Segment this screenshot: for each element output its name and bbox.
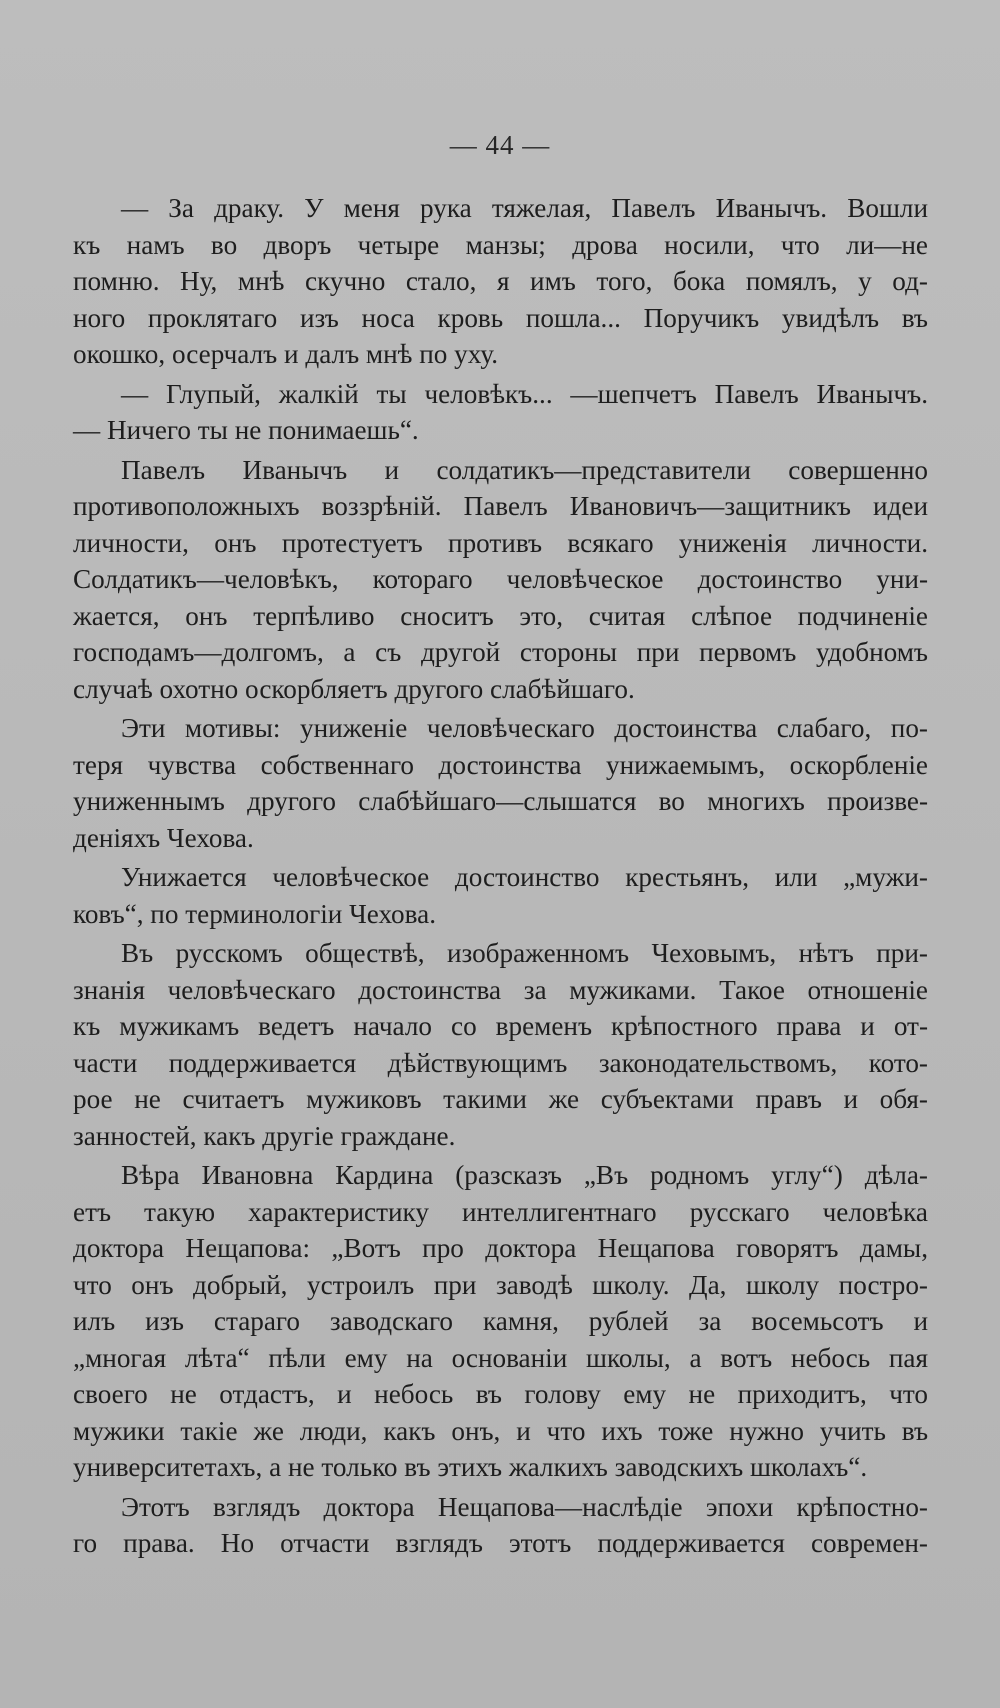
text-line: Эти мотивы: униженіе человѣческаго достоинства слабаго, по- bbox=[121, 713, 928, 743]
paragraph bbox=[73, 1489, 928, 1562]
text-line: своего не отдастъ, и небось въ голову ему не приходитъ, что bbox=[73, 1379, 928, 1409]
text-line: теря чувства собственнаго достоинства унижаемымъ, оскорбленіе bbox=[73, 749, 928, 780]
paragraph bbox=[73, 1157, 928, 1486]
text-line: части поддерживается дѣйствующимъ законодательствомъ, кото- bbox=[73, 1047, 928, 1078]
text-line: Въ русскомъ обществѣ, изображенномъ Чеховымъ, нѣтъ при- bbox=[121, 938, 928, 968]
text-line: помню. Ну, мнѣ скучно стало, я имъ того, бока помялъ, у од- bbox=[73, 266, 928, 296]
text-line: ковъ“, по терминологіи Чехова. bbox=[73, 898, 436, 929]
text-line: господамъ—долгомъ, а съ другой стороны при первомъ удобномъ bbox=[73, 637, 928, 667]
text-line: униженнымъ другого слабѣйшаго—слышатся во многихъ произве- bbox=[73, 786, 928, 816]
paragraph bbox=[73, 452, 928, 708]
text-line: Солдатикъ—человѣкъ, котораго человѣческое достоинство уни- bbox=[73, 564, 928, 594]
paragraph bbox=[73, 190, 928, 373]
paragraph bbox=[73, 935, 928, 1154]
text-line: случаѣ охотно оскорбляетъ другого слабѣйшаго. bbox=[73, 673, 635, 704]
text-line: личности, онъ протестуетъ противъ всякаго униженія личности. bbox=[73, 527, 928, 558]
text-line: къ мужикамъ ведетъ начало со временъ крѣпостного права и от- bbox=[73, 1011, 928, 1041]
text-line: знанія человѣческаго достоинства за мужиками. Такое отношеніе bbox=[73, 974, 928, 1005]
text-line: го права. Но отчасти взглядъ этотъ поддерживается современ- bbox=[73, 1528, 928, 1558]
text-line: етъ такую характеристику интеллигентнаго русскаго человѣка bbox=[73, 1196, 928, 1227]
text-line: Этотъ взглядъ доктора Нещапова—наслѣдіе эпохи крѣпостно- bbox=[121, 1491, 928, 1522]
text-line: окошко, осерчалъ и далъ мнѣ по уху. bbox=[73, 339, 499, 369]
text-line: „многая лѣта“ пѣли ему на основаніи школы, а вотъ небось пая bbox=[73, 1342, 928, 1373]
text-line: что онъ добрый, устроилъ при заводѣ школу. Да, школу постро- bbox=[73, 1269, 928, 1300]
text-line: Вѣра Ивановна Кардина (разсказъ „Въ родномъ углу“) дѣла- bbox=[121, 1160, 928, 1190]
text-line: ного проклятаго изъ носа кровь пошла... Поручикъ увидѣлъ въ bbox=[73, 302, 928, 333]
text-line: рое не считаетъ мужиковъ такими же субъектами правъ и обя- bbox=[73, 1084, 928, 1114]
paragraph bbox=[73, 710, 928, 856]
page-number: — 44 — bbox=[449, 130, 551, 160]
text-line: — Ничего ты не понимаешь“. bbox=[73, 415, 419, 445]
paragraph bbox=[73, 859, 928, 932]
text-line: Унижается человѣческое достоинство крестьянъ, или „мужи- bbox=[121, 862, 928, 892]
text-line: мужики такіе же люди, какъ онъ, и что ихъ тоже нужно учить въ bbox=[73, 1415, 928, 1446]
text-line: университетахъ, а не только въ этихъ жалкихъ заводскихъ школахъ“. bbox=[73, 1452, 868, 1482]
text-line: къ намъ во дворъ четыре манзы; дрова носили, что ли—не bbox=[73, 229, 928, 260]
text-line: Павелъ Иванычъ и солдатикъ—представители совершенно bbox=[121, 454, 928, 485]
text-line: противоположныхъ воззрѣній. Павелъ Ивановичъ—защитникъ идеи bbox=[73, 491, 928, 521]
text-line: доктора Нещапова: „Вотъ про доктора Нещапова говорятъ дамы, bbox=[73, 1233, 928, 1263]
body-text bbox=[73, 190, 928, 1565]
text-line: деніяхъ Чехова. bbox=[73, 822, 254, 853]
text-line: илъ изъ стараго заводскаго камня, рублей за восемьсотъ и bbox=[73, 1306, 928, 1336]
text-line: — Глупый, жалкій ты человѣкъ... —шепчетъ Павелъ Иванычъ. bbox=[121, 378, 928, 409]
paragraph bbox=[73, 376, 928, 449]
text-line: — За драку. У меня рука тяжелая, Павелъ Иванычъ. Вошли bbox=[121, 193, 928, 223]
text-line: жается, онъ терпѣливо сноситъ это, считая слѣпое подчиненіе bbox=[73, 600, 928, 631]
text-line: занностей, какъ другіе граждане. bbox=[73, 1120, 456, 1151]
